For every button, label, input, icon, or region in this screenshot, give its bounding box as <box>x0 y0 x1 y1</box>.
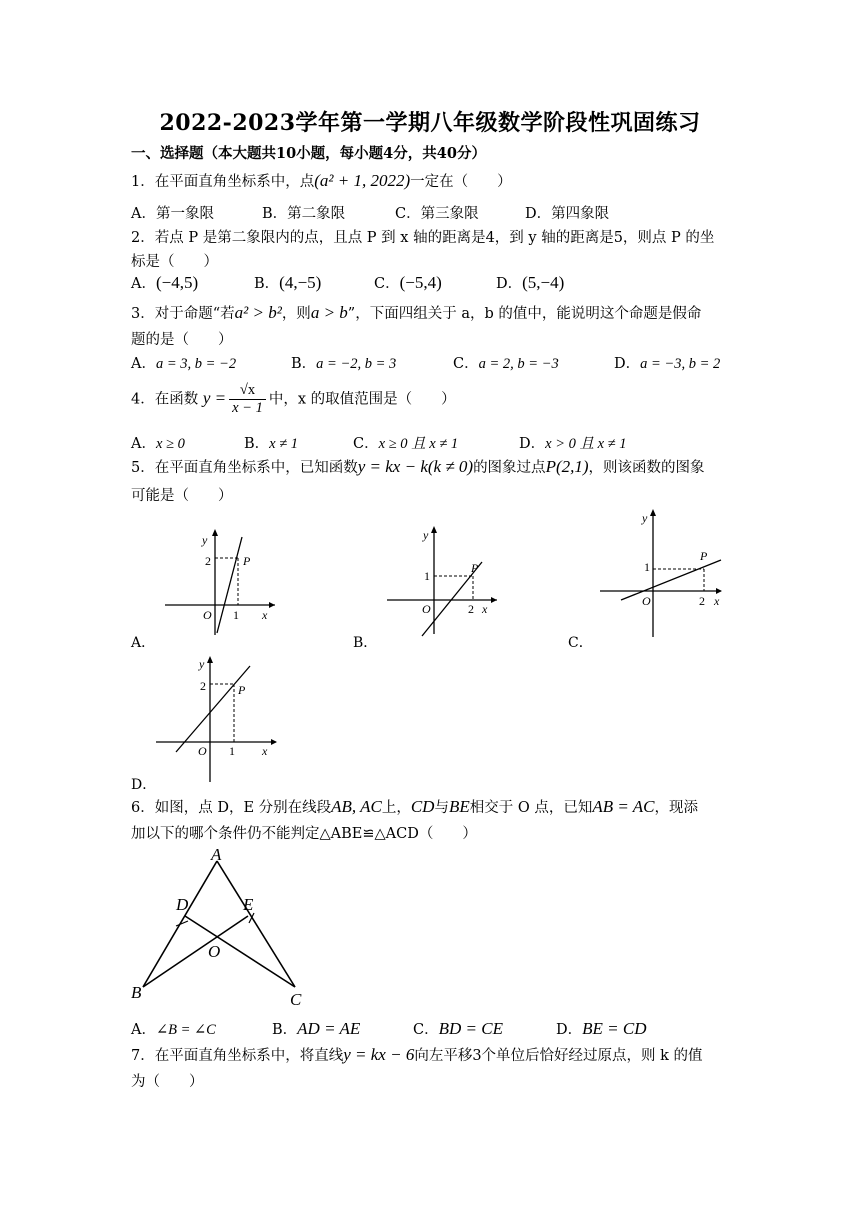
svg-text:D: D <box>176 895 189 914</box>
q2-option-b: B．(4,−5) <box>254 273 322 292</box>
q1-option-a: A．第一象限 <box>131 206 214 222</box>
question-7-line2: 为（ ） <box>131 1074 204 1090</box>
svg-text:2: 2 <box>699 594 705 608</box>
svg-text:C: C <box>290 990 302 1009</box>
graph-b <box>382 522 507 637</box>
q2-option-a: A．(−4,5) <box>131 273 199 292</box>
q1-text-a: 1．在平面直角坐标系中，点 <box>131 174 315 190</box>
svg-text:O: O <box>198 744 207 758</box>
svg-text:1: 1 <box>644 560 650 574</box>
svg-text:P: P <box>471 561 479 575</box>
q4-fraction: $\frac{√x}{x - 1}$ <box>229 382 266 417</box>
svg-text:y: y <box>423 528 429 542</box>
svg-text:y: y <box>199 657 205 671</box>
svg-text:P: P <box>700 549 708 563</box>
svg-text:O: O <box>208 942 221 961</box>
question-6-line1: 6．如图，点 D，E 分别在线段AB, AC上，CD与BE相交于 O 点，已知AB = AC，现添 <box>131 797 699 816</box>
svg-text:y: y <box>642 511 648 525</box>
q6-option-a: A．∠B = ∠C <box>131 1022 216 1038</box>
triangle-figure <box>128 845 318 1010</box>
svg-text:x: x <box>262 744 268 758</box>
svg-text:E: E <box>243 895 254 914</box>
q6-option-c: C．BD = CE <box>413 1019 503 1038</box>
svg-text:B: B <box>131 983 142 1002</box>
svg-text:x: x <box>714 594 720 608</box>
question-2-line2: 标是（ ） <box>131 254 218 270</box>
svg-text:A: A <box>211 845 222 864</box>
q3-option-c: C．a = 2, b = −3 <box>453 356 559 372</box>
svg-text:1: 1 <box>424 569 430 583</box>
svg-text:2: 2 <box>468 602 474 616</box>
q3-option-a: A．a = 3, b = −2 <box>131 356 237 372</box>
svg-text:1: 1 <box>229 744 235 758</box>
graph-d <box>152 652 282 784</box>
q6-option-d: D．BE = CD <box>556 1019 647 1038</box>
graph-a-label: A． <box>131 635 156 651</box>
svg-text:P: P <box>238 683 246 697</box>
q2-option-c: C．(−5,4) <box>374 273 442 292</box>
q3-option-b: B．a = −2, b = 3 <box>291 356 397 372</box>
svg-text:1: 1 <box>233 608 239 622</box>
graph-a <box>160 525 285 640</box>
question-4-stem: 4．在函数 y = $\frac{√x}{x - 1}$ 中，x 的取值范围是（ ） <box>131 382 456 416</box>
svg-text:O: O <box>422 602 431 616</box>
question-3-line2: 题的是（ ） <box>131 332 233 348</box>
question-2-line1: 2．若点 P 是第二象限内的点，且点 P 到 x 轴的距离是4，到 y 轴的距离是5，则点 P 的坐 <box>131 230 715 246</box>
q6-option-b: B．AD = AE <box>272 1019 361 1038</box>
q1-text-b: 一定在（ ） <box>410 174 512 190</box>
svg-text:2: 2 <box>205 554 211 568</box>
q1-option-b: B．第二象限 <box>262 206 346 222</box>
q2-option-d: D．(5,−4) <box>496 273 565 292</box>
question-1-stem <box>131 170 512 191</box>
svg-text:x: x <box>482 602 488 616</box>
q4-option-b: B．x ≠ 1 <box>244 436 299 452</box>
svg-text:x: x <box>262 608 268 622</box>
q4-option-a: A．x ≥ 0 <box>131 436 185 452</box>
graph-b-label: B． <box>353 635 378 651</box>
question-5-line1: 5．在平面直角坐标系中，已知函数y = kx − k(k ≠ 0)的图象过点P(2,1)，则该函数的图象 <box>131 457 705 476</box>
svg-text:P: P <box>243 554 251 568</box>
svg-text:O: O <box>203 608 212 622</box>
section-heading: 一、选择题（本大题共10小题，每小题4分，共40分） <box>131 145 486 162</box>
svg-text:y: y <box>202 533 208 547</box>
graph-c-label: C． <box>568 635 593 651</box>
q1-option-c: C．第三象限 <box>395 206 479 222</box>
question-3-line1: 3．对于命题“若a² > b²，则a > b”，下面四组关于 a，b 的值中，能说明这个命题是假命 <box>131 303 702 322</box>
graph-c <box>596 505 731 640</box>
svg-text:O: O <box>642 594 651 608</box>
question-5-line2: 可能是（ ） <box>131 488 233 504</box>
question-7-line1: 7．在平面直角坐标系中，将直线y = kx − 6向左平移3个单位后恰好经过原点，则 k 的值 <box>131 1045 703 1064</box>
q3-option-d: D．a = −3, b = 2 <box>614 356 721 372</box>
question-6-line2: 加以下的哪个条件仍不能判定△ABE≌△ACD（ ） <box>131 826 477 842</box>
page-title: 2022-2023学年第一学期八年级数学阶段性巩固练习 <box>159 110 701 136</box>
q1-point: (a² + 1, 2022) <box>314 171 411 190</box>
graph-d-label: D． <box>131 777 157 793</box>
q4-option-d: D．x > 0 且 x ≠ 1 <box>519 436 627 452</box>
svg-text:2: 2 <box>200 679 206 693</box>
q4-option-c: C．x ≥ 0 且 x ≠ 1 <box>353 436 459 452</box>
q1-option-d: D．第四象限 <box>525 206 610 222</box>
